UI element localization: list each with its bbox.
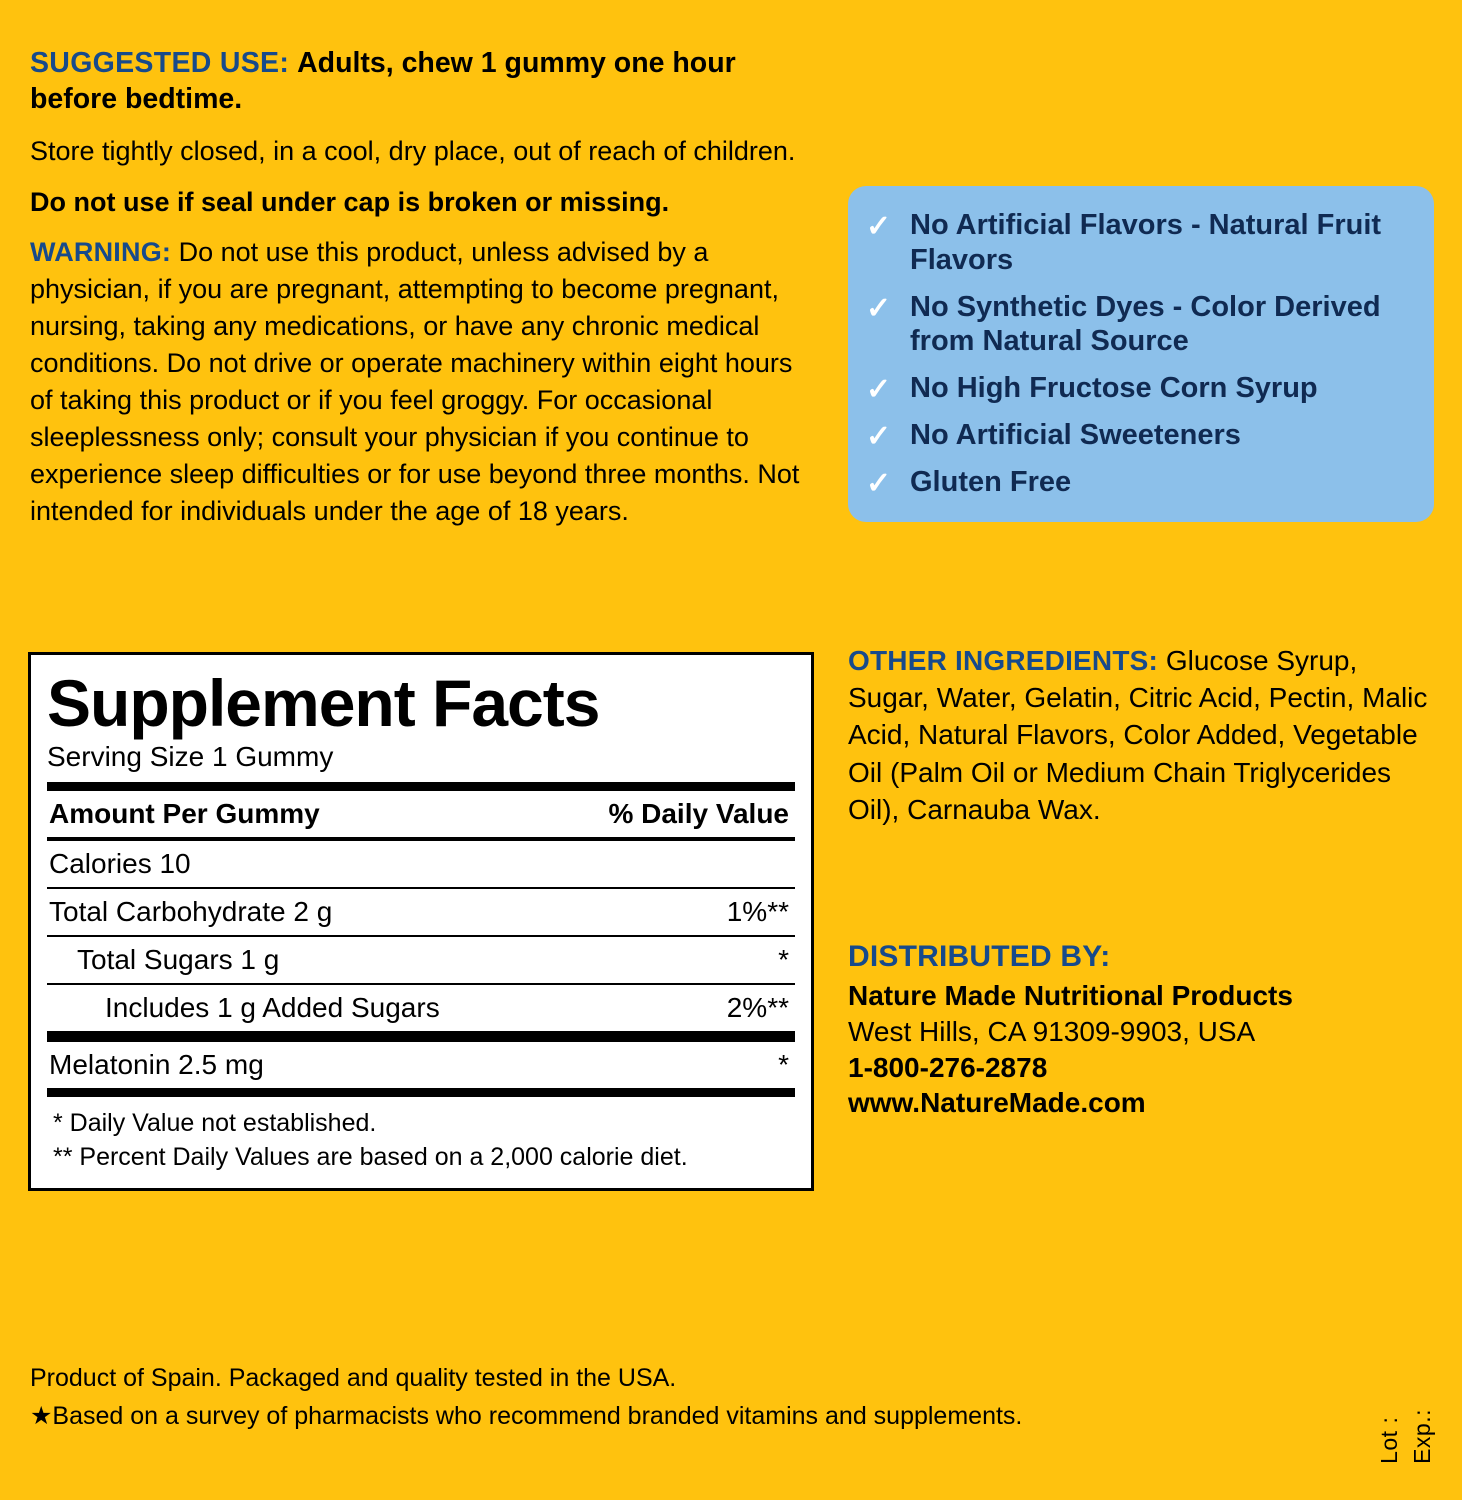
nutrient-dv: 2%** <box>726 991 789 1023</box>
company-address: West Hills, CA 91309-9903, USA <box>848 1015 1256 1047</box>
other-ingredients-block <box>848 642 1440 828</box>
divider-thick-3 <box>47 1088 795 1097</box>
supplement-facts-header-row <box>47 791 795 837</box>
suggested-use-text: Adults, chew 1 gummy one hour before bedtime. <box>30 47 736 115</box>
supplement-facts-title: Supplement Facts <box>47 666 600 740</box>
divider-thick-1 <box>47 782 795 791</box>
table-row <box>47 841 795 887</box>
claims-box <box>848 186 1434 522</box>
list-item <box>866 465 1420 500</box>
amount-per-serving-header: Amount Per Gummy <box>49 797 320 829</box>
footnote-percent-dv: ** Percent Daily Values are based on a 2,000 calorie diet. <box>53 1142 688 1171</box>
list-item <box>866 208 1420 278</box>
claim-label: Gluten Free <box>910 466 1072 499</box>
nutrient-name: Calories 10 <box>49 847 191 879</box>
lot-exp-block <box>1376 1409 1436 1464</box>
claim-label: No Artificial Flavors - Natural Fruit Flavors <box>910 209 1382 276</box>
claim-label: No Artificial Sweeteners <box>910 419 1241 452</box>
company-website[interactable]: www.NatureMade.com <box>848 1087 1146 1119</box>
bottom-notes <box>30 1360 1190 1435</box>
list-item <box>866 290 1420 360</box>
company-name: Nature Made Nutritional Products <box>848 980 1293 1011</box>
check-icon: ✓ <box>866 373 892 407</box>
claim-label: No Synthetic Dyes - Color Derived from Natural Source <box>910 290 1381 358</box>
suggested-use-label: SUGGESTED USE: <box>30 47 290 79</box>
lot-label: Lot : <box>1376 1416 1402 1464</box>
storage-instructions: Store tightly closed, in a cool, dry place, out of reach of children. <box>30 135 796 166</box>
check-icon: ✓ <box>866 467 892 501</box>
table-row <box>47 985 795 1031</box>
supplement-facts-footnotes <box>47 1097 795 1175</box>
warning-block <box>30 234 820 530</box>
nutrient-dv: 1%** <box>726 895 789 927</box>
table-row <box>47 937 795 983</box>
left-column <box>30 46 820 530</box>
suggested-use-block <box>30 46 820 118</box>
nutrient-name: Includes 1 g Added Sugars <box>105 991 440 1023</box>
divider-thick-2 <box>47 1031 795 1042</box>
nutrient-dv: * <box>778 943 789 975</box>
table-row <box>47 889 795 935</box>
nutrient-name: Total Carbohydrate 2 g <box>49 895 333 927</box>
list-item <box>866 418 1420 453</box>
check-icon: ✓ <box>866 420 892 454</box>
warning-text: Do not use this product, unless advised by a physician, if you are pregnant, attempting to become pregnant, nursing, taking any medications, or have any chronic medical conditions. Do not drive or operate machinery within eight hours of taking this product or if you feel groggy. For occasional sleeplessness only; consult your physician if you continue to experience sleep difficulties or for use beyond three months. Not intended for individuals under the age of 18 years. <box>30 237 800 526</box>
nutrient-name: Melatonin 2.5 mg <box>49 1048 264 1080</box>
other-ingredients-label: OTHER INGREDIENTS: <box>848 645 1159 676</box>
seal-warning: Do not use if seal under cap is broken or missing. <box>30 186 670 217</box>
check-icon: ✓ <box>866 210 892 243</box>
nutrient-dv: * <box>778 1048 789 1080</box>
warning-label: WARNING: <box>30 237 172 267</box>
origin-note: Product of Spain. Packaged and quality tested in the USA. <box>30 1364 677 1392</box>
table-row <box>47 1042 795 1088</box>
survey-note: ★Based on a survey of pharmacists who recommend branded vitamins and supplements. <box>30 1401 1023 1430</box>
distributed-by-block <box>848 940 1440 1121</box>
other-ingredients-text: Glucose Syrup, Sugar, Water, Gelatin, Citric Acid, Pectin, Malic Acid, Natural Flavors, Color Added, Vegetable Oil (Palm Oil or Medium Chain Triglycerides Oil), Carnauba Wax. <box>848 645 1428 825</box>
distributed-by-label: DISTRIBUTED BY: <box>848 940 1111 973</box>
supplement-facts-panel <box>28 652 814 1191</box>
company-phone[interactable]: 1-800-276-2878 <box>848 1051 1048 1083</box>
footnote-daily-value: * Daily Value not established. <box>53 1108 377 1137</box>
nutrient-name: Total Sugars 1 g <box>77 943 280 975</box>
serving-size: Serving Size 1 Gummy <box>47 741 334 773</box>
daily-value-header: % Daily Value <box>608 797 789 829</box>
claim-label: No High Fructose Corn Syrup <box>910 372 1318 405</box>
check-icon: ✓ <box>866 291 892 325</box>
list-item <box>866 371 1420 406</box>
exp-label: Exp.: <box>1409 1409 1435 1464</box>
